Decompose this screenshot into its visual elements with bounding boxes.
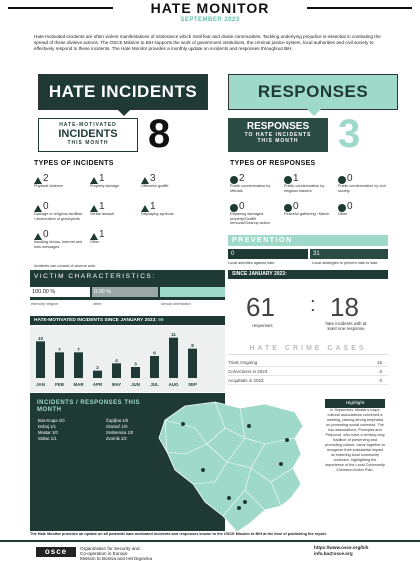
org-name-line1: Organization for Security and [80,546,140,551]
chart-value-label: 7 [77,346,80,352]
warning-triangle-icon [34,205,42,212]
response-icon [284,204,292,212]
town-item: Bos.Krupa 1/0 [38,418,65,423]
responses-count-box [228,118,328,152]
prevention-strategies-label: Local strategies to prevent hate to date [312,261,378,265]
since-ratio-separator: : [310,294,316,316]
map-marker [227,496,231,500]
incidents-count: 8 [148,112,171,156]
incident-type-label: Damage to religious facilities / desecration of graveyards [34,212,83,221]
chart-value-label: 4 [115,357,118,363]
response-type-label: Public condemnation by civil society [338,184,386,193]
incident-type-label: Displaying symbols [141,212,174,216]
osce-organization-name [80,546,152,561]
map-marker [181,422,185,426]
org-name-line3: Mission to Bosnia and Herzegovina [80,556,153,561]
map-marker [285,438,289,442]
prevention-local-activities-label: Local activities against hate [228,261,275,265]
warning-triangle-icon [34,177,42,184]
chart-category-label: AUG [168,382,179,387]
victim-value-sexual-orientation [160,287,225,297]
chart-bar [93,371,102,378]
response-type [230,174,280,193]
warning-triangle-icon [90,205,98,212]
response-type [230,202,280,226]
chart-value-label: 11 [171,332,176,338]
response-type [284,202,334,217]
chart-category-label: JUL [150,382,159,387]
response-type [284,174,334,193]
chart-bar [150,356,159,378]
towns-title: INCIDENTS / RESPONSES THIS MONTH [37,400,141,413]
highlight-body: In September, Mostar's major cultural associations convened a meeting, placing strong emphasis on promoting social cohesion. The two associations, Prosvjeta and Preporod, who have a century-long tradition of preserving and promoting culture, came together to recognize their substantial impact on fostering local community cohesion, highlighting the importance of the Local Community Cohesion Action Plan. [325,408,385,472]
response-icon [338,204,346,212]
chart-bar [188,349,197,378]
response-type-label: Other [338,212,348,216]
map-marker [247,424,251,428]
responses-banner: RESPONSES [228,74,398,110]
warning-triangle-icon [90,177,98,184]
response-type-label: Peaceful gathering / March [284,212,330,216]
response-icon [230,204,238,212]
hate-crime-title: HATE CRIME CASES [228,345,388,355]
incident-type-value: 3 [150,173,156,184]
response-icon [338,176,346,184]
incident-type-value: 1 [99,173,105,184]
chart-category-label: SEP [188,382,197,387]
map-country-shape [159,402,303,532]
since-responses-value: 61 [246,292,275,322]
highlight-title: Highlight [325,399,385,408]
responses-box-bottom: THIS MONTH [257,138,299,144]
incident-type [90,174,140,189]
incident-type-value: 2 [43,173,49,184]
response-type-value: 0 [239,201,245,212]
town-item: Glamoč 1/0 [106,424,128,429]
victim-label-sexual-orientation: sexual orientation [161,302,191,306]
response-type-value: 0 [347,173,353,184]
response-type-value: 2 [239,173,245,184]
warning-triangle-icon [34,233,42,240]
incidents-banner: HATE INCIDENTS [38,74,208,110]
town-item: Mostar 1/0 [38,430,58,435]
response-type [338,202,388,217]
response-type-label: Repairing damaged property/Graffiti removal/Cleanup action [230,212,270,225]
incidents-box-main: INCIDENTS [58,128,118,140]
hate-crime-row [228,368,388,376]
org-name-line2: Co-operation in Europe [80,551,128,556]
page-subtitle: SEPTEMBER 2023 [180,17,240,23]
incident-type [34,174,84,189]
town-item: Čapljina 1/0 [106,418,129,423]
prevention-strategies-value: 31 [310,249,388,259]
response-type [338,174,388,193]
incident-types-title: TYPES OF INCIDENTS [34,160,114,167]
hate-crime-row [228,377,388,385]
osce-logo: osce [36,547,76,557]
chart-value-label: 3 [134,361,137,367]
response-type-label: Public condemnation by officials [230,184,271,193]
chart-value-label: 8 [191,343,194,349]
chart-category-label: MAY [111,382,122,387]
email-link[interactable]: info.ba@osce.org [314,550,353,556]
response-type-value: 1 [293,173,299,184]
since-responses-label: responses [252,323,273,328]
chart-category-label: FEB [55,382,64,387]
victim-value-other: 0.00 % [92,287,158,297]
chart-total: 56 [158,318,164,323]
hate-crime-row-label: Convictions in 2023 [228,369,268,374]
response-type-value: 0 [347,201,353,212]
victim-label-ethnicity: ethnicity religion [31,302,59,306]
incident-type-value: 1 [150,201,156,212]
prevention-local-activities-value: 0 [228,249,308,259]
page-header [0,0,420,28]
incidents-bar-chart [30,326,225,392]
incident-type-label: Other [90,240,100,244]
warning-triangle-icon [90,233,98,240]
victim-value-ethnicity: 100.00 % [30,287,90,297]
incidents-box-top: HATE-MOTIVATED [59,122,117,128]
victim-title: VICTIM CHARACTERISTICS: [34,273,156,280]
incident-type-value: 1 [99,229,105,240]
osce-contact [314,545,368,556]
responses-count: 3 [338,112,361,156]
responses-box-main: RESPONSES [246,121,310,132]
website-link[interactable]: https://www.osce.org/bih [314,545,369,550]
incident-type-label: Physical violence [34,184,64,188]
hate-crime-row-value: 0 [379,369,382,374]
chart-category-label: APR [92,382,103,387]
incidents-count-box [38,118,138,152]
responses-box-sub: TO HATE INCIDENTS [244,132,312,138]
chart-value-label: 2 [96,365,99,371]
hate-crime-row [228,359,388,367]
incident-type [34,202,84,221]
chart-bar [131,367,140,378]
chart-title: HATE-MOTIVATED INCIDENTS SINCE JANUARY 2023: [34,318,157,323]
bih-map [145,398,325,533]
hate-crime-row-value: 0 [379,378,382,383]
incident-note-line1: Incidents can consist of several acts. [34,264,96,268]
response-icon [230,176,238,184]
hate-crime-row-value: 15 [376,360,382,365]
incident-type [90,202,140,217]
chart-value-label: 10 [37,335,44,341]
chart-bar [55,352,64,378]
incident-type-label: Offensive graffiti [141,184,169,188]
town-item: Stolac 1/1 [38,436,57,441]
map-marker [201,468,205,472]
town-item: Srebrenica 1/0 [106,430,134,435]
hate-crime-row-label: Acquittals in 2023 [228,378,264,383]
map-marker [243,500,247,504]
incident-type-label: Insulting shows, internet and sms messages [34,240,83,249]
warning-triangle-icon [141,205,149,212]
chart-value-label: 7 [58,346,61,352]
footer-note: The Hate Monitor provides an update on all potential hate-motivated incidents and responses known to the OSCE Mission to BiH at the time of publishing the report. [30,532,327,536]
chart-category-label: JAN [36,382,45,387]
incident-type-value: 0 [43,229,49,240]
incident-type [141,174,191,189]
response-icon [284,176,292,184]
incident-type-value: 0 [43,201,49,212]
victim-label-other: other [93,302,102,306]
response-types-title: TYPES OF RESPONSES [230,160,316,167]
chart-category-label: JUN [131,382,140,387]
incident-type-value: 1 [99,201,105,212]
town-item: Doboj 1/1 [38,424,56,429]
since-january-title: SINCE JANUARY 2023: [228,270,388,279]
chart-value-label: 6 [153,350,156,356]
intro-text: Hate-motivated incidents are often violent manifestations of intolerance which instil fear and divide communities. Tackling underlying prejudice is essential in combating the spread of these divisive actions. The OSCE Mission to BiH supports the work of government institutions, the criminal justice system, local authorities and civil society to effectively respond to these incidents. The Hate Monitor provides a monthly update on incidents and responses throughout BiH. [34,34,381,51]
chart-bar [169,338,178,378]
chart-bar [36,341,45,378]
map-marker [237,506,241,510]
hate-crime-row-label: Trials Ongoing [228,360,258,365]
warning-triangle-icon [141,177,149,184]
chart-bar [112,363,121,378]
map-marker [279,462,283,466]
response-type-label: Public condemnation by religious leaders [284,184,325,193]
since-incidents-value: 18 [330,292,359,322]
incident-type [34,230,84,249]
chart-title-bar [30,316,225,325]
page-title: HATE MONITOR [150,0,270,16]
town-item: Zvornik 1/2 [106,436,127,441]
prevention-bar: PREVENTION [228,235,388,246]
response-type-value: 0 [293,201,299,212]
chart-category-label: MAR [73,382,84,387]
incident-type-label: Property damage [90,184,120,188]
since-incidents-label: hate incidents with at least one response [325,321,367,331]
incidents-box-bottom: THIS MONTH [67,140,109,146]
incident-type [90,230,140,245]
incident-type-label: Verbal assault [90,212,114,216]
chart-bar [74,352,83,378]
incident-type [141,202,191,217]
